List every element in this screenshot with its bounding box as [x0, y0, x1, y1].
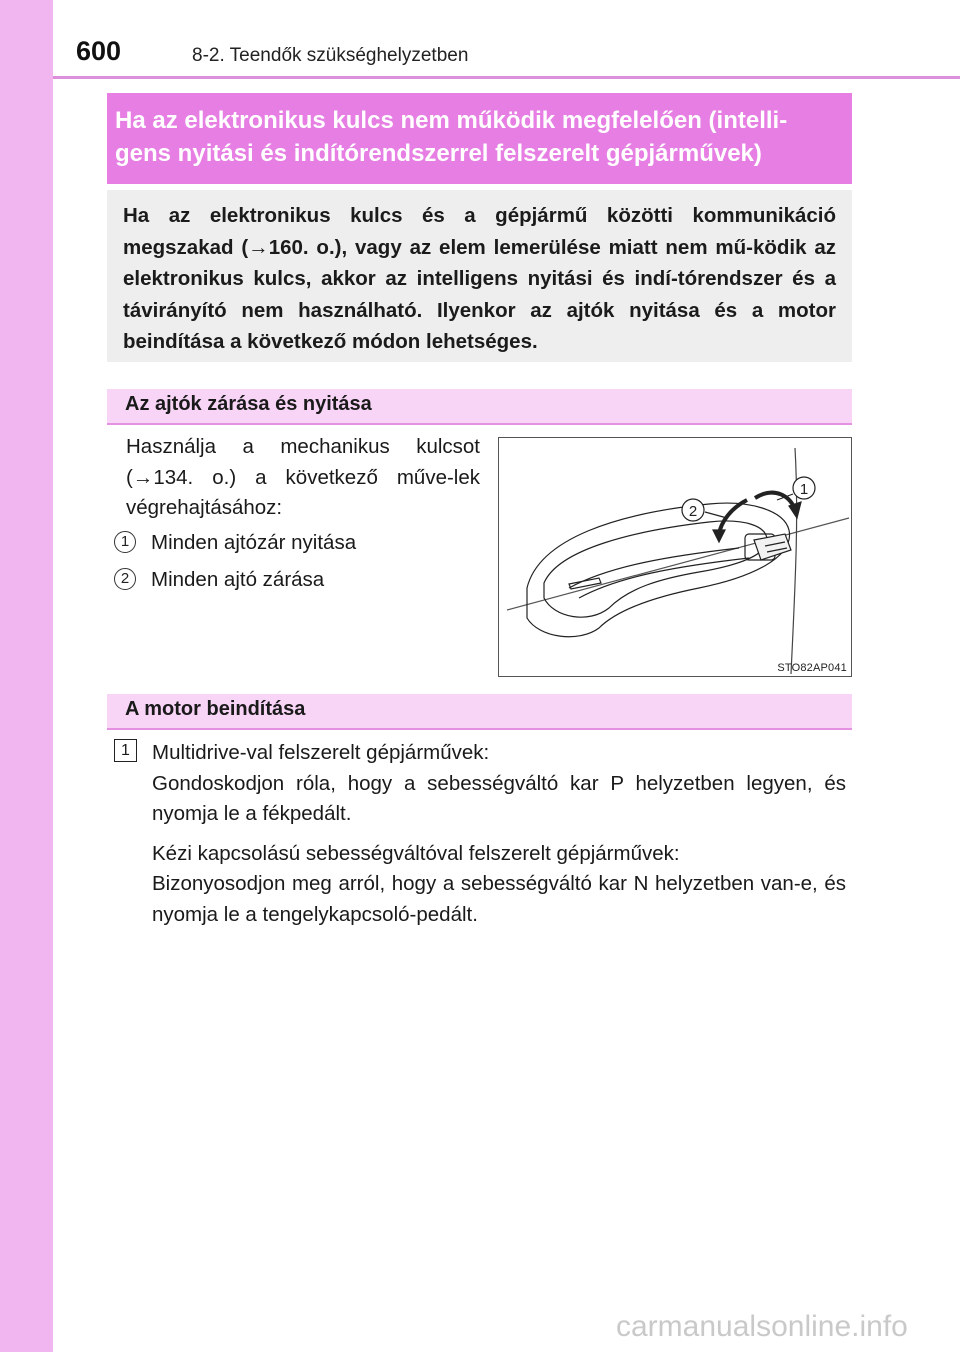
watermark: carmanualsonline.info	[616, 1310, 908, 1343]
circled-number: 1	[114, 531, 136, 553]
page-number: 600	[76, 36, 122, 66]
section-heading-doors-text: Az ajtók zárása és nyitása	[125, 393, 372, 415]
doors-paragraph: Használja a mechanikus kulcsot (→134. o.) a következő műve-lek végrehajtásához:	[126, 435, 480, 519]
step-line: Kézi kapcsolású sebességváltóval felszerelt gépjárművek:	[152, 841, 680, 865]
figure-callout-1: 1	[799, 481, 809, 498]
section-heading-engine	[107, 694, 852, 730]
left-margin-band	[0, 0, 53, 1352]
title-line-2: gens nyitási és indítórendszerrel felszerelt gépjárművek)	[115, 140, 762, 167]
door-handle-illustration	[498, 437, 852, 677]
section-heading-engine-text: A motor beindítása	[125, 698, 306, 720]
circled-number: 2	[114, 568, 136, 590]
header-rule	[53, 76, 960, 79]
figure-callout-2: 2	[688, 503, 698, 520]
intro-text: Ha az elektronikus kulcs és a gépjármű közötti kommunikáció megszakad (→160. o.), vagy az elem lemerülése miatt nem mű-ködik az elektronikus kulcs, akkor az intelligens nyitási és indí-tórendszer és a távirányító nem használható. Ilyenkor az ajtók nyitása és a motor beindítása a következő módon lehetséges.	[123, 204, 836, 353]
title-banner	[107, 93, 852, 184]
title-line-1: Ha az elektronikus kulcs nem működik megfelelően (intelli-	[115, 107, 788, 134]
step-block	[152, 738, 846, 930]
step-number-box: 1	[114, 739, 137, 762]
step-line: Bizonyosodjon meg arról, hogy a sebességváltó kar N helyzetben van-e, és nyomja le a tengelykapcsoló-pedált.	[152, 872, 846, 926]
list-item-text: Minden ajtózár nyitása	[151, 531, 357, 554]
list-item-text: Minden ajtó zárása	[151, 568, 325, 591]
step-line: Gondoskodjon róla, hogy a sebességváltó kar P helyzetben legyen, és nyomja le a fékpedált.	[152, 771, 846, 825]
figure-code: STO82AP041	[777, 662, 847, 674]
door-handle-drawing	[499, 438, 851, 676]
section-heading-doors	[107, 389, 852, 425]
chapter-label: 8-2. Teendők szükséghelyzetben	[192, 45, 469, 66]
step-line: Multidrive-val felszerelt gépjárművek:	[152, 741, 490, 764]
intro-box	[107, 190, 852, 362]
